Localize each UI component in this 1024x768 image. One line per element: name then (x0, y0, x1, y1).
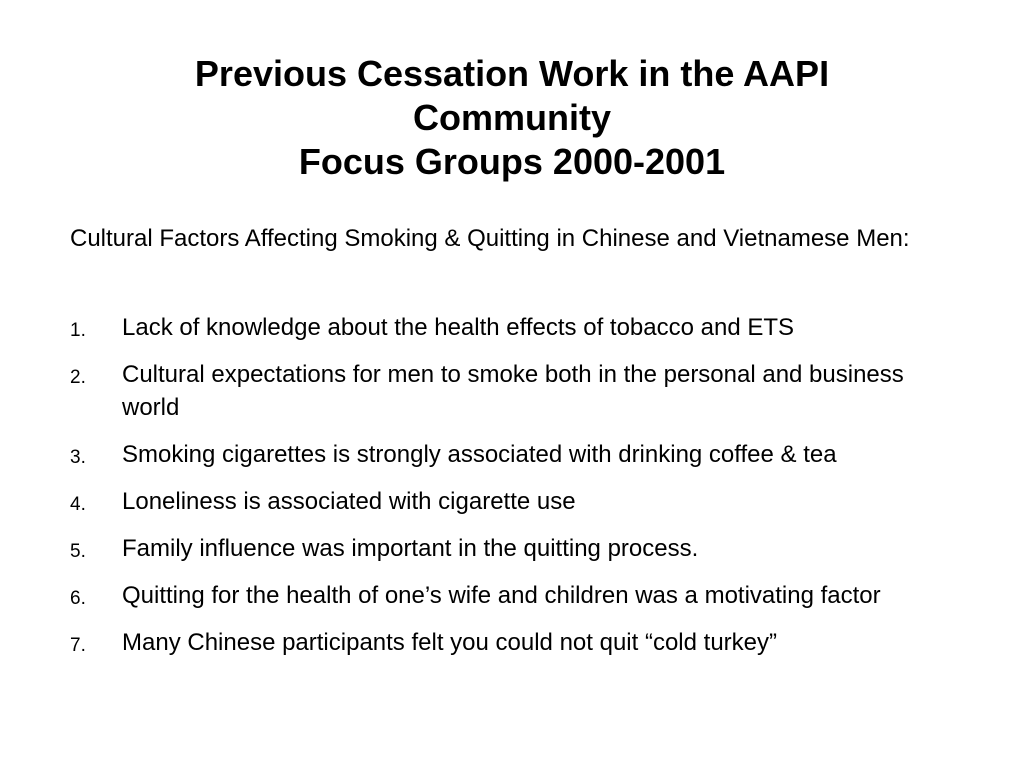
list-item-number: 6. (70, 588, 86, 609)
list-item-text: Smoking cigarettes is strongly associated with drinking coffee & tea (122, 441, 837, 468)
list-item (70, 485, 960, 518)
list-item (70, 358, 960, 424)
list-item-number: 3. (70, 447, 86, 468)
list-item (70, 579, 960, 612)
list-item (70, 626, 960, 659)
intro-text: Cultural Factors Affecting Smoking & Quitting in Chinese and Vietnamese Men: (70, 225, 910, 252)
list-item-text: Loneliness is associated with cigarette use (122, 488, 576, 515)
list-item-text: Cultural expectations for men to smoke both in the personal and business world (122, 361, 904, 421)
list-item-text: Quitting for the health of one’s wife and children was a motivating factor (122, 582, 881, 609)
title-line-1: Previous Cessation Work in the AAPI (194, 53, 830, 94)
list-item-number: 2. (70, 367, 86, 388)
list-item-number: 7. (70, 635, 86, 656)
list-item-text: Family influence was important in the quitting process. (122, 535, 699, 562)
list-item-number: 5. (70, 541, 86, 562)
slide-title (60, 52, 964, 184)
list-item (70, 532, 960, 565)
title-line-3: Focus Groups 2000-2001 (298, 141, 726, 182)
list-item-text: Many Chinese participants felt you could not quit “cold turkey” (122, 629, 777, 656)
list-item (70, 438, 960, 471)
title-line-2: Community (413, 97, 611, 138)
list-item (70, 311, 960, 344)
factors-list (70, 311, 960, 673)
list-item-number: 1. (70, 320, 86, 341)
list-item-text: Lack of knowledge about the health effects of tobacco and ETS (122, 314, 795, 341)
list-item-number: 4. (70, 494, 86, 515)
